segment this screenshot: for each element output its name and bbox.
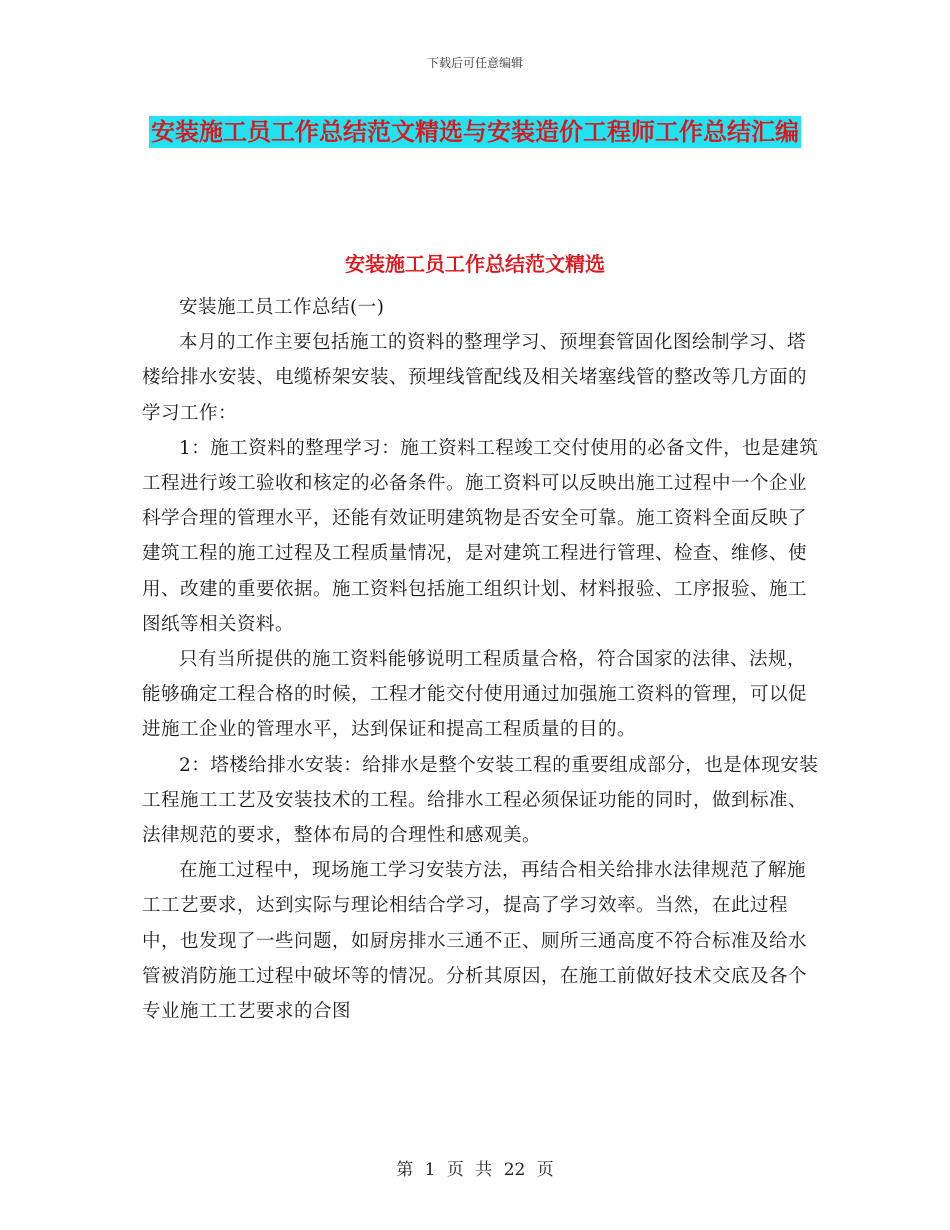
paragraph: 1：施工资料的整理学习：施工资料工程竣工交付使用的必备文件，也是建筑工程进行竣工验收和核定的必备条件。施工资料可以反映出施工过程中一个企业科学合理的管理水平，还能有效证明建筑物是否安全可靠。施工资料全面反映了建筑工程的施工过程及工程质量情况，是对建筑工程进行管理、检查、维修、使用、改建的重要依据。施工资料包括施工组织计划、材料报验、工序报验、施工图纸等相关资料。 <box>142 437 819 635</box>
page-number-footer: 第 1 页 共 22 页 <box>396 1160 554 1180</box>
paragraph: 2：塔楼给排水安装：给排水是整个安装工程的重要组成部分，也是体现安装工程施工工艺及安装技术的工程。给排水工程必须保证功能的同时，做到标准、法律规范的要求，整体布局的合理性和感观美。 <box>142 754 819 847</box>
paragraph-subheading: 安装施工员工作总结(一) <box>179 297 385 318</box>
header-note: 下载后可任意编辑 <box>426 56 523 70</box>
document-body <box>142 290 822 1029</box>
section-title: 安装施工员工作总结范文精选 <box>345 252 605 276</box>
document-title-block <box>140 110 810 157</box>
paragraph: 本月的工作主要包括施工的资料的整理学习、预埋套管固化图绘制学习、塔楼给排水安装、电缆桥架安装、预埋线管配线及相关堵塞线管的整改等几方面的学习工作： <box>142 332 808 424</box>
paragraph: 在施工过程中，现场施工学习安装方法，再结合相关给排水法律规范了解施工工艺要求，达到实际与理论相结合学习，提高了学习效率。当然，在此过程中，也发现了一些问题，如厨房排水三通不正、厕所三通高度不符合标准及给水管被消防施工过程中破坏等的情况。分析其原因，在施工前做好技术交底及各个专业施工工艺要求的合图 <box>142 860 808 1023</box>
document-title: 安装施工员工作总结范文精选与安装造价工程师工作总结汇编 <box>151 118 799 146</box>
paragraph: 只有当所提供的施工资料能够说明工程质量合格，符合国家的法律、法规，能够确定工程合格的时候，工程才能交付使用通过加强施工资料的管理，可以促进施工企业的管理水平，达到保证和提高工程质量的目的。 <box>142 649 808 741</box>
